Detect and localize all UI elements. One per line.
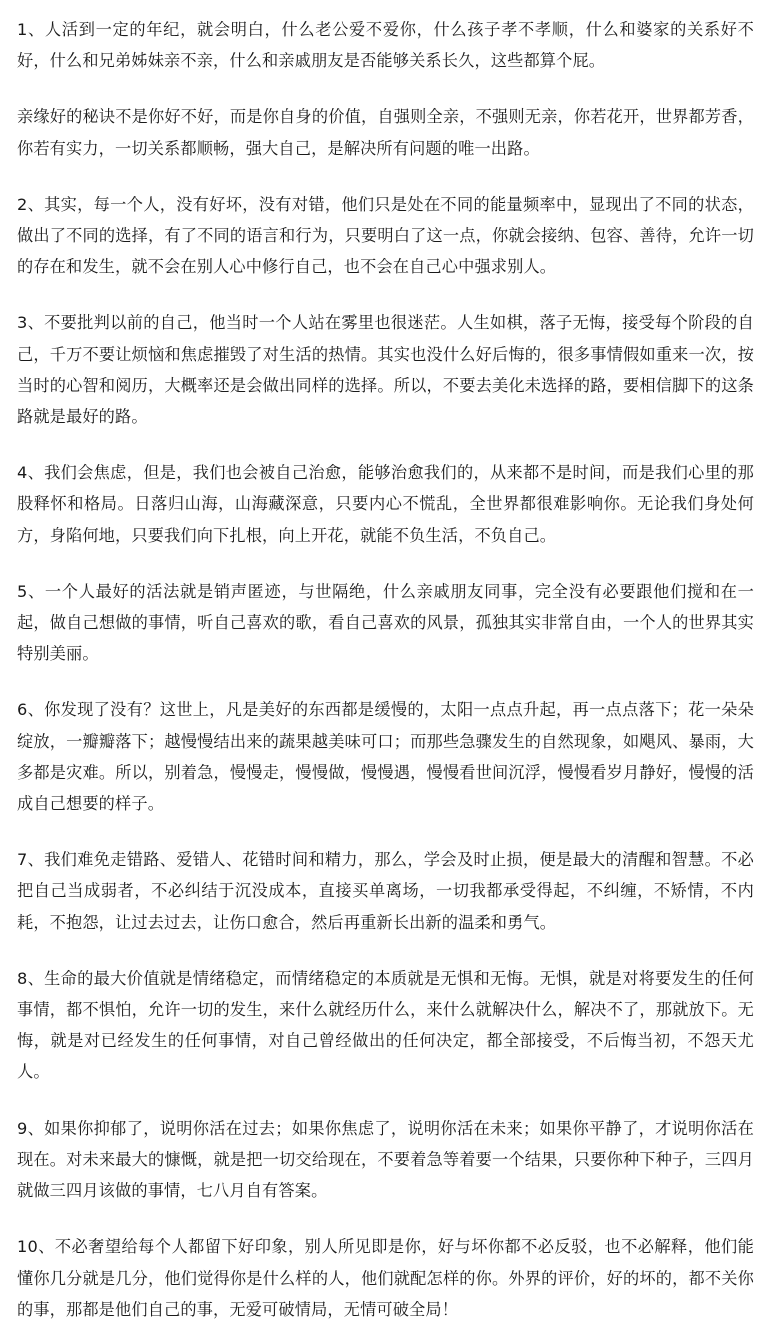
paragraph-3: 3、不要批判以前的自己，他当时一个人站在雾里也很迷茫。人生如棋，落子无悔，接受每个阶段的自己，千万不要让烦恼和焦虑摧毁了对生活的热情。其实也没什么好后悔的，很多事情假如重来一次，按当时的心智和阅历，大概率还是会做出同样的选择。所以，不要去美化未选择的路，要相信脚下的这条路就是最好的路。: [17, 313, 754, 427]
paragraph-10: 10、不必奢望给每个人都留下好印象，别人所见即是你，好与坏你都不必反驳，也不必解释，他们能懂你几分就是几分，他们觉得你是什么样的人，他们就配怎样的你。外界的评价，好的坏的，都不关你的事，那都是他们自己的事，无爱可破情局，无情可破全局！: [17, 1237, 754, 1319]
paragraph-1: 1、人活到一定的年纪，就会明白，什么老公爱不爱你，什么孩子孝不孝顺，什么和婆家的关系好不好，什么和兄弟姊妹亲不亲，什么和亲戚朋友是否能够关系长久，这些都算个屁。: [17, 20, 754, 71]
paragraph-7: 7、我们难免走错路、爱错人、花错时间和精力，那么，学会及时止损，便是最大的清醒和智慧。不必把自己当成弱者，不必纠结于沉没成本，直接买单离场，一切我都承受得起，不纠缠，不矫情，不内耗，不抱怨，让过去过去，让伤口愈合，然后再重新长出新的温柔和勇气。: [17, 850, 754, 932]
paragraph-6: 6、你发现了没有？这世上，凡是美好的东西都是缓慢的，太阳一点点升起，再一点点落下；花一朵朵绽放，一瓣瓣落下；越慢慢结出来的蔬果越美味可口；而那些急骤发生的自然现象，如飓风、暴雨，大多都是灾难。所以，别着急，慢慢走，慢慢做，慢慢遇，慢慢看世间沉浮，慢慢看岁月静好，慢慢的活成自己想要的样子。: [17, 700, 754, 814]
paragraph-9: 9、如果你抑郁了，说明你活在过去；如果你焦虑了，说明你活在未来；如果你平静了，才说明你活在现在。对未来最大的慷慨，就是把一切交给现在，不要着急等着要一个结果，只要你种下种子，三四月就做三四月该做的事情，七八月自有答案。: [17, 1118, 754, 1201]
paragraph-1-continued: 亲缘好的秘诀不是你好不好，而是你自身的价值，自强则全亲，不强则无亲，你若花开，世界都芳香，你若有实力，一切关系都顺畅，强大自己，是解决所有问题的唯一出路。: [17, 107, 754, 158]
paragraph-5: 5、一个人最好的活法就是销声匿迹，与世隔绝，什么亲戚朋友同事，完全没有必要跟他们搅和在一起，做自己想做的事情，听自己喜欢的歌，看自己喜欢的风景，孤独其实非常自由，一个人的世界其实特别美丽。: [17, 581, 754, 664]
paragraph-8: 8、生命的最大价值就是情绪稳定，而情绪稳定的本质就是无惧和无悔。无惧，就是对将要发生的任何事情，都不惧怕，允许一切的发生，来什么就经历什么，来什么就解决什么，解决不了，那就放下。无悔，就是对已经发生的任何事情，对自己曾经做出的任何决定，都全部接受，不后悔当初，不怨天尤人。: [17, 968, 754, 1082]
paragraph-4: 4、我们会焦虑，但是，我们也会被自己治愈，能够治愈我们的，从来都不是时间，而是我们心里的那股释怀和格局。日落归山海，山海藏深意，只要内心不慌乱，全世界都很难影响你。无论我们身处何方，身陷何地，只要我们向下扎根，向上开花，就能不负生活，不负自己。: [17, 463, 754, 545]
paragraph-2: 2、其实，每一个人，没有好坏，没有对错，他们只是处在不同的能量频率中，显现出了不同的状态，做出了不同的选择，有了不同的语言和行为，只要明白了这一点，你就会接纳、包容、善待，允许一切的存在和发生，就不会在别人心中修行自己，也不会在自己心中强求别人。: [17, 194, 754, 277]
